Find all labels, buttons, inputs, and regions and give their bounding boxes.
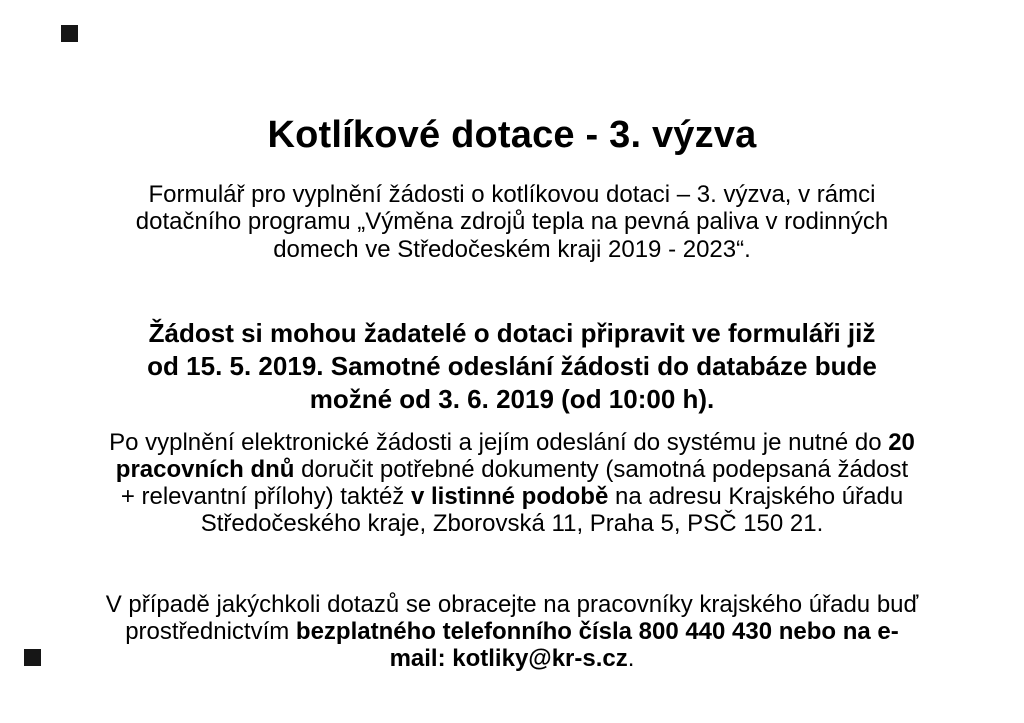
intro-paragraph: [12, 181, 1012, 264]
delivery-address: Středočeského kraje, Zborovská 11, Praha 5, PSČ 150 21.: [200, 510, 824, 538]
intro-line-1: Formulář pro vyplnění žádosti o kotlíkovou dotaci – 3. výzva, v rámci: [148, 180, 876, 208]
deadline-highlight-paragraph: [12, 317, 1012, 416]
delivery-text: Po vyplnění elektronické žádosti a jejím odeslání do systému je nutné do: [109, 429, 889, 457]
delivery-text: + relevantní přílohy) taktéž: [120, 483, 411, 511]
contact-text: prostřednictvím: [125, 618, 296, 646]
contact-line-1: [12, 591, 1012, 618]
delivery-bold-paper-form: v listinné podobě: [410, 483, 609, 511]
contact-line-2: [12, 618, 1012, 645]
corner-mark-bottom-left: [24, 649, 41, 666]
intro-line-2: dotačního programu „Výměna zdrojů tepla na pevná paliva v rodinných: [135, 208, 889, 236]
delivery-line-2: [12, 456, 1012, 483]
contact-line-3: [12, 645, 1012, 672]
contact-email: mail: kotliky@kr-s.cz: [389, 645, 628, 673]
delivery-line-1: [12, 429, 1012, 456]
delivery-instructions-paragraph: [12, 429, 1012, 537]
highlight-line-3: možné od 3. 6. 2019 (od 10:00 h).: [309, 384, 715, 415]
contact-phone-number: bezplatného telefonního čísla 800 440 430 nebo na e-: [295, 618, 899, 646]
delivery-line-4: [12, 510, 1012, 537]
intro-line-3: domech ve Středočeském kraji 2019 - 2023“.: [273, 235, 751, 263]
page-title: Kotlíkové dotace - 3. výzva: [267, 114, 757, 157]
contact-text: .: [627, 645, 635, 673]
delivery-line-3: [12, 483, 1012, 510]
delivery-bold-deadline: 20: [888, 429, 915, 457]
contact-paragraph: [12, 591, 1012, 672]
corner-mark-top-left: [61, 25, 78, 42]
delivery-text: doručit potřebné dokumenty (samotná podepsaná žádost: [294, 456, 909, 484]
delivery-bold-working-days: pracovních dnů: [115, 456, 295, 484]
delivery-text: na adresu Krajského úřadu: [608, 483, 904, 511]
document-page: [12, 0, 1012, 672]
highlight-line-1: Žádost si mohou žadatelé o dotaci připravit ve formuláři již: [148, 318, 876, 349]
highlight-line-2: od 15. 5. 2019. Samotné odeslání žádosti do databáze bude: [147, 351, 877, 382]
contact-text: V případě jakýchkoli dotazů se obracejte na pracovníky krajského úřadu buď: [105, 591, 919, 619]
